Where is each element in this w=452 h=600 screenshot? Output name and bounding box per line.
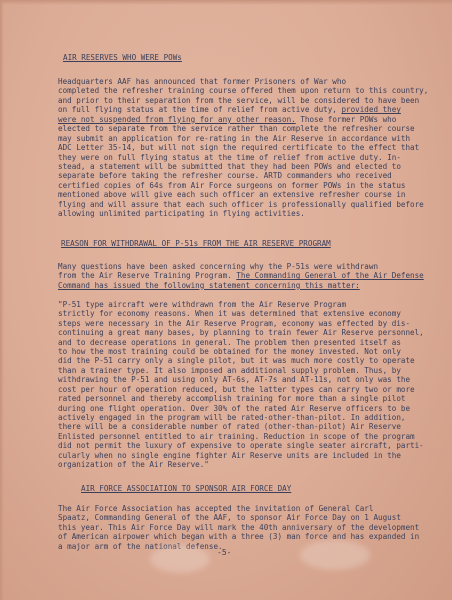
text-run: did not permit the luxury of expensive to operate single seater aircraft, parti- — [58, 441, 424, 451]
text-run: during one flight operation. Over 30% of the rated Air Reserve officers to be — [58, 403, 411, 413]
text-line — [58, 153, 443, 162]
text-line — [58, 504, 443, 513]
text-line — [58, 271, 443, 280]
text-line — [58, 404, 443, 413]
text-run: on full flying status at the time of relief from active duty, — [58, 105, 342, 115]
text-run: rated personnel and thereby accomplish training for more than a single pilot — [58, 394, 406, 404]
text-run: did the P-51 carry only a single pilot, but it was much more costly to operate — [58, 356, 415, 366]
text-line — [58, 96, 443, 105]
text-line — [58, 105, 443, 114]
text-line — [58, 356, 443, 365]
section-body-air-reserves-pows — [58, 77, 443, 219]
text-line — [58, 523, 443, 532]
text-run: they were on full flying status at the time of relief from active duty. In- — [58, 152, 401, 162]
text-line — [58, 542, 443, 551]
underlined-text: were not suspended from flying for any other reason. — [58, 114, 296, 124]
underlined-text: provided they — [341, 105, 401, 115]
text-line — [58, 281, 443, 290]
text-line — [58, 209, 443, 218]
paper-stain — [150, 545, 210, 573]
page-number: -5- — [217, 548, 232, 557]
text-run: The Air Force Association has accepted the invitation of General Carl — [58, 504, 374, 513]
text-run: this year. This Air Force Day will mark the 40th anniversary of the development — [58, 522, 420, 532]
text-run: certified copies of 64s from Air Force surgeons on former POWs in the status — [58, 180, 406, 190]
text-run: withdrawing the P-51 and using only AT-6s, AT-7s and AT-11s, not only was the — [58, 375, 411, 385]
text-line — [58, 394, 443, 403]
text-line — [58, 262, 443, 271]
text-run: continuing a great many bases, by planning to train fewer Air Reserve personnel, — [58, 328, 424, 338]
text-run: and to decrease operations in general. The problem then presented itself as — [58, 337, 401, 347]
text-line — [58, 290, 443, 299]
text-line — [58, 451, 443, 460]
text-run: a major arm of the national defense. — [58, 541, 223, 551]
text-run: may submit an application for re-rating in the Air Reserve in accordance with — [58, 133, 411, 143]
text-run: Many questions have been asked concerning why the P-51s were withdrawn — [58, 262, 379, 271]
text-run: steps were necessary in the Air Reserve Program, economy was effected by dis- — [58, 318, 411, 328]
section-heading-p51-withdrawal: REASON FOR WITHDRAWAL OF P-51s FROM THE AIR RESERVE PROGRAM — [61, 239, 331, 248]
text-run: Those former POWs who — [295, 114, 397, 124]
section-body-air-force-day — [58, 504, 443, 551]
text-run: separate before taking the refresher course. ARTD commanders who received — [58, 171, 392, 181]
text-line — [58, 181, 443, 190]
text-run: "P-51 type aircraft were withdrawn from the Air Reserve Program — [58, 299, 347, 309]
text-line — [58, 115, 443, 124]
text-line — [58, 86, 443, 95]
text-line — [58, 338, 443, 347]
text-line — [58, 309, 443, 318]
text-run: of American airpower which began with a three (3) man force and has expanded in — [58, 532, 420, 542]
text-run: Spaatz, Commanding General of the AAF, to sponsor Air Force Day on 1 August — [58, 513, 401, 523]
text-line — [58, 460, 443, 469]
text-run: cost per hour of operation reduced, but the latter types can carry two or more — [58, 384, 415, 394]
paper-stain — [300, 540, 370, 570]
text-run: than a trainer type. It also imposed an additional supply problem. Thus, by — [58, 365, 401, 375]
text-run: strictly for economy reasons. When it was determined that extensive economy — [58, 309, 401, 319]
underlined-text: Command has issued the following statement concerning this matter: — [58, 280, 360, 290]
text-line — [58, 432, 443, 441]
text-run: ADC Letter 35-14, but will not sign the required certificate to the effect that — [58, 143, 420, 153]
text-run: completed the refresher training course offered them upon return to this country, — [58, 86, 429, 96]
text-line — [58, 375, 443, 384]
text-run: allowing unlimited participating in flying activities. — [58, 209, 305, 219]
text-line — [58, 319, 443, 328]
text-line — [58, 347, 443, 356]
text-line — [58, 532, 443, 541]
text-run: elected to separate from the service rather than complete the refresher course — [58, 124, 415, 134]
text-line — [58, 190, 443, 199]
paper-edge-shadow — [0, 0, 452, 5]
section-body-p51-withdrawal — [58, 262, 443, 470]
text-line — [58, 200, 443, 209]
text-run: mentioned above will give each such officer an extensive refresher course in — [58, 190, 406, 200]
text-line — [58, 77, 443, 86]
text-run: actively engaged in the program will be rated-other-than-pilot. In addition, — [58, 413, 406, 422]
text-run: and prior to their separation from the service, will be considered to have been — [58, 95, 420, 105]
text-line — [58, 422, 443, 431]
text-line — [58, 124, 443, 133]
text-run: Enlisted personnel entitled to air training. Reduction in scope of the program — [58, 431, 415, 441]
text-line — [58, 171, 443, 180]
section-heading-air-reserves-pows: AIR RESERVES WHO WERE POWs — [63, 53, 182, 62]
paper-edge-shadow — [0, 0, 4, 600]
text-line — [58, 413, 443, 422]
text-run: there will be a considerable number of rated (other-than-pilot) Air Reserve — [58, 422, 401, 432]
text-line — [58, 441, 443, 450]
text-run: from the Air Reserve Training Program. — [58, 271, 237, 281]
text-line — [58, 328, 443, 337]
text-line — [58, 134, 443, 143]
text-line — [58, 143, 443, 152]
text-line — [58, 366, 443, 375]
text-run: cularly when no single engine fighter Air Reserve units are included in the — [58, 450, 401, 460]
text-run: organization of the Air Reserve." — [58, 460, 209, 470]
text-run: Headquarters AAF has announced that former Prisoners of War who — [58, 77, 347, 86]
text-line — [58, 162, 443, 171]
text-line — [58, 300, 443, 309]
text-run: stead, a statement will be submitted that they had been POWs and elected to — [58, 161, 401, 171]
section-heading-air-force-day: AIR FORCE ASSOCIATION TO SPONSOR AIR FORCE DAY — [81, 484, 292, 493]
text-line — [58, 513, 443, 522]
text-line — [58, 385, 443, 394]
underlined-text: The Commanding General of the Air Defense — [236, 271, 424, 281]
text-run: to how the most training could be obtained for the money invested. Not only — [58, 346, 401, 356]
text-run: flying and will assure that each such officer is professionally qualified before — [58, 199, 424, 209]
